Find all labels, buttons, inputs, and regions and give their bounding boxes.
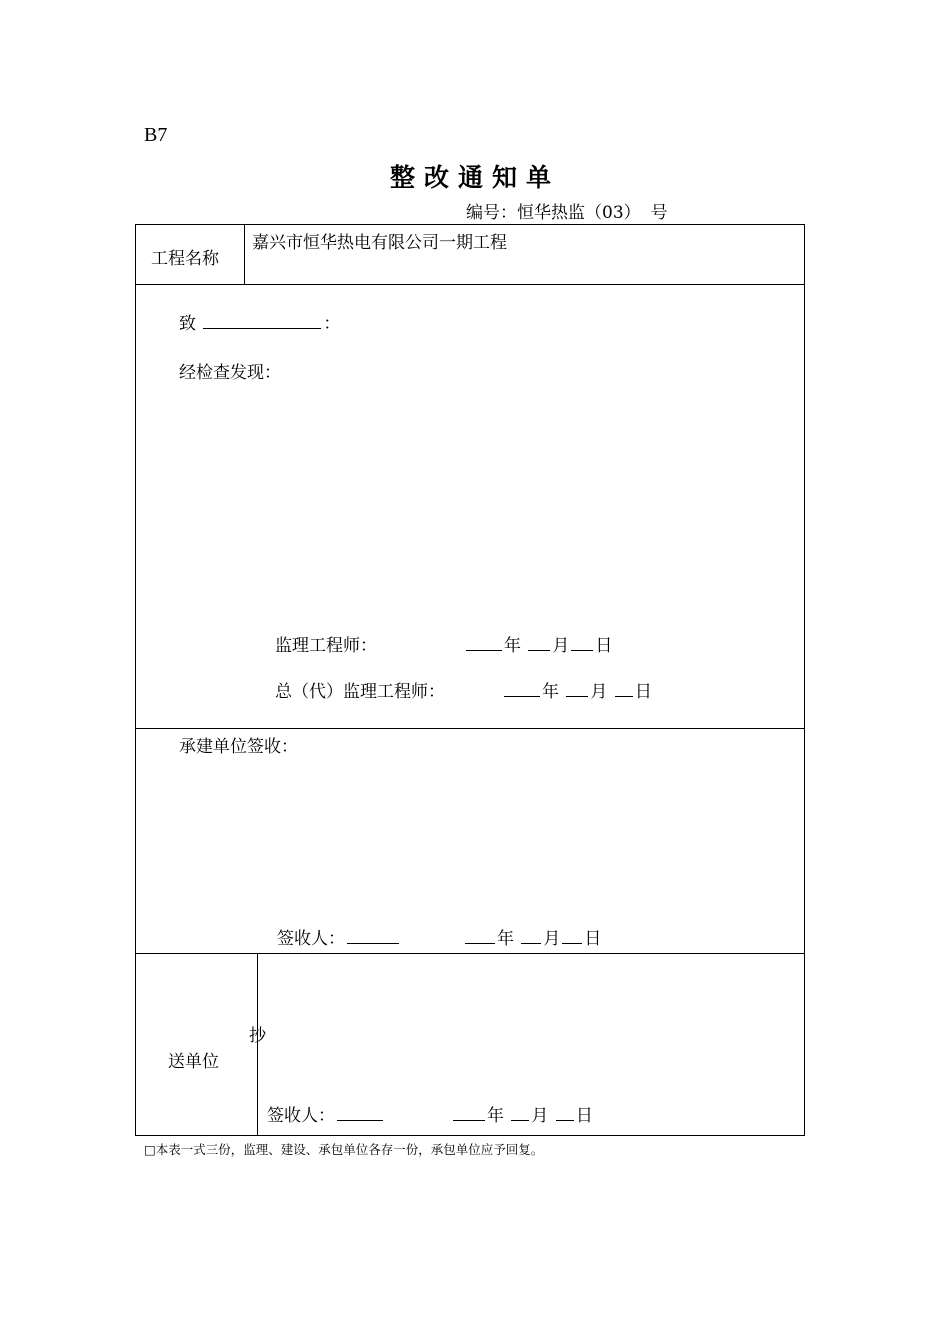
- month-blank[interactable]: [521, 925, 541, 944]
- chief-supervisor-date: [504, 677, 652, 702]
- table-border-left: [135, 224, 136, 1136]
- year-label: 年: [542, 682, 559, 702]
- addressee-blank[interactable]: [203, 310, 321, 329]
- table-border-right: [804, 224, 805, 1136]
- day-label: 日: [575, 1106, 593, 1126]
- addressee-line: [179, 309, 340, 334]
- supervisor-label: 监理工程师：: [275, 636, 377, 656]
- row-divider: [135, 953, 805, 954]
- receiver-label: 签收人：: [277, 929, 345, 949]
- form-code: B7: [144, 124, 168, 146]
- year-blank[interactable]: [453, 1102, 485, 1121]
- day-blank[interactable]: [556, 1102, 574, 1121]
- receiver-label: 签收人：: [267, 1106, 335, 1126]
- page-title: 整改通知单: [389, 163, 560, 192]
- number-label: 编号：: [466, 203, 517, 223]
- receiver-blank[interactable]: [337, 1102, 383, 1121]
- inspection-findings-label: 经检查发现：: [179, 363, 281, 383]
- day-blank[interactable]: [615, 678, 633, 697]
- copy-label-part2: 送单位: [168, 1052, 219, 1072]
- month-blank[interactable]: [511, 1102, 529, 1121]
- supervisor-date: [466, 631, 612, 656]
- project-name-value: 嘉兴市恒华热电有限公司一期工程: [252, 233, 507, 253]
- contractor-sign-label: 承建单位签收：: [179, 737, 298, 757]
- contractor-receiver-line: [277, 924, 401, 949]
- day-label: 日: [595, 636, 613, 656]
- copy-label-part1: 抄: [249, 1026, 266, 1046]
- day-blank[interactable]: [571, 632, 593, 651]
- month-blank[interactable]: [528, 632, 550, 651]
- project-name-label: 工程名称: [151, 249, 219, 269]
- table-border-bottom: [135, 1135, 805, 1136]
- chief-supervisor-label: 总（代）监理工程师：: [275, 682, 445, 702]
- year-blank[interactable]: [466, 632, 502, 651]
- table-border-top: [135, 224, 805, 225]
- copy-receiver-line: [267, 1101, 385, 1126]
- year-label: 年: [497, 929, 514, 949]
- year-blank[interactable]: [504, 678, 540, 697]
- day-blank[interactable]: [562, 925, 582, 944]
- year-label: 年: [504, 636, 521, 656]
- copy-date: [453, 1101, 593, 1126]
- number-value: 恒华热监（03）: [517, 203, 641, 223]
- row-divider: [135, 284, 805, 285]
- month-label: 月: [531, 1106, 549, 1126]
- year-blank[interactable]: [465, 925, 495, 944]
- number-suffix: 号: [650, 203, 668, 223]
- row-divider: [135, 728, 805, 729]
- receiver-blank[interactable]: [347, 925, 399, 944]
- month-label: 月: [552, 636, 570, 656]
- to-label: 致: [179, 314, 196, 334]
- contractor-date: [465, 924, 601, 949]
- month-blank[interactable]: [566, 678, 588, 697]
- column-divider: [244, 224, 245, 284]
- year-label: 年: [487, 1106, 504, 1126]
- month-label: 月: [543, 929, 561, 949]
- to-colon: ：: [323, 314, 341, 334]
- document-number: [466, 198, 668, 223]
- day-label: 日: [634, 682, 652, 702]
- footnote: □本表一式三份，监理、建设、承包单位各存一份，承包单位应予回复。: [144, 1142, 544, 1157]
- month-label: 月: [590, 682, 608, 702]
- day-label: 日: [584, 929, 602, 949]
